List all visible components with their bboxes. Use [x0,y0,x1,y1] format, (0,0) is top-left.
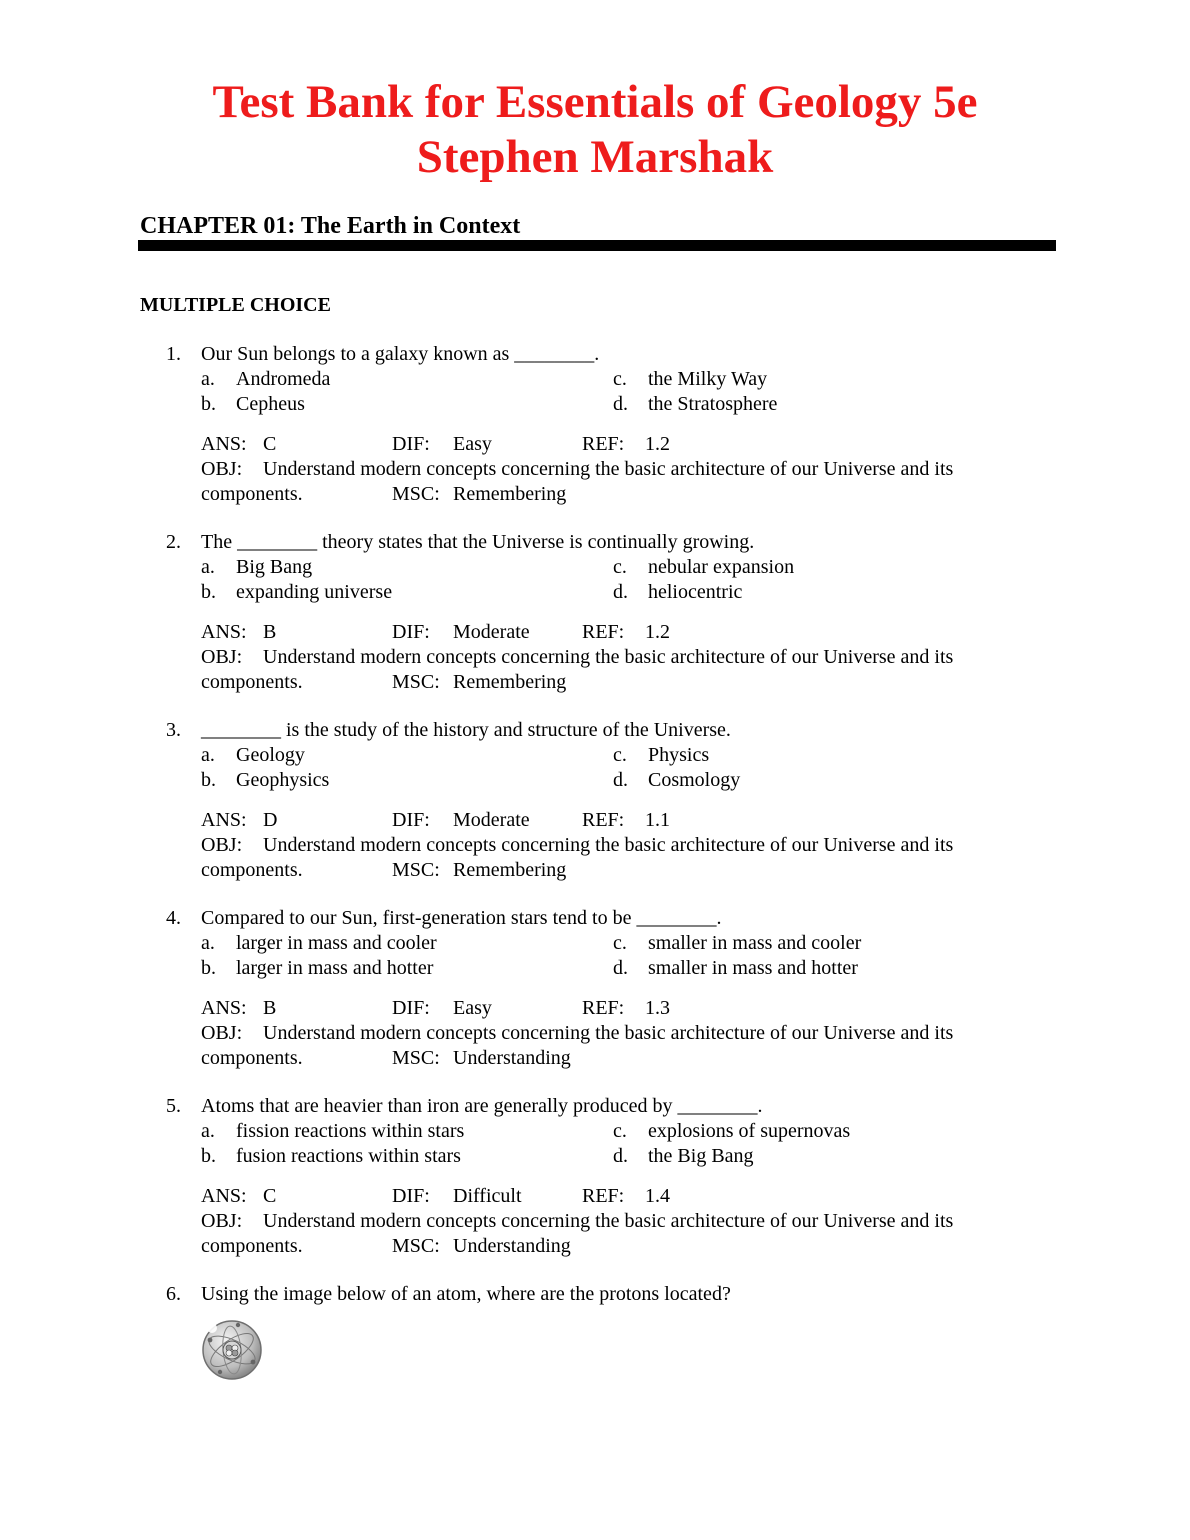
question-number: 6. [166,1283,181,1305]
ans-label: ANS: [201,997,247,1019]
question-stem: Atoms that are heavier than iron are generally produced by ________. [201,1095,763,1117]
ans-label: ANS: [201,809,247,831]
option-text: explosions of supernovas [648,1120,851,1142]
option-text: the Big Bang [648,1145,754,1167]
option-letter: a. [201,1120,215,1142]
section-heading: MULTIPLE CHOICE [140,294,331,316]
obj-value-continued: components. [201,859,303,881]
option-text: the Stratosphere [648,393,778,415]
dif-value: Moderate [453,621,530,643]
msc-label: MSC: [392,1235,440,1257]
option-letter: a. [201,744,215,766]
question-number: 4. [166,907,181,929]
obj-value: Understand modern concepts concerning the basic architecture of our Universe and its [263,1210,954,1232]
obj-label: OBJ: [201,646,243,668]
ref-value: 1.3 [645,997,670,1019]
ref-value: 1.2 [645,621,670,643]
option-letter: b. [201,393,216,415]
option-text: larger in mass and hotter [236,957,434,979]
atom-icon [198,1316,266,1382]
msc-label: MSC: [392,671,440,693]
option-text: fusion reactions within stars [236,1145,461,1167]
option-letter: c. [613,556,627,578]
option-text: Cepheus [236,393,305,415]
option-letter: b. [201,581,216,603]
obj-value-continued: components. [201,671,303,693]
ans-value: C [263,433,277,455]
obj-value-continued: components. [201,483,303,505]
ans-value: D [263,809,278,831]
obj-value-continued: components. [201,1235,303,1257]
ans-label: ANS: [201,433,247,455]
msc-value: Understanding [453,1047,571,1069]
dif-value: Difficult [453,1185,522,1207]
ref-label: REF: [582,621,625,643]
msc-label: MSC: [392,1047,440,1069]
option-text: Andromeda [236,368,331,390]
ref-label: REF: [582,1185,625,1207]
option-letter: b. [201,769,216,791]
question-number: 3. [166,719,181,741]
obj-label: OBJ: [201,1210,243,1232]
ans-label: ANS: [201,621,247,643]
ref-label: REF: [582,433,625,455]
chapter-heading: CHAPTER 01: The Earth in Context [140,213,521,239]
option-letter: b. [201,1145,216,1167]
question-stem: ________ is the study of the history and structure of the Universe. [201,719,731,741]
option-text: Geophysics [236,769,330,791]
obj-value-continued: components. [201,1047,303,1069]
ans-label: ANS: [201,1185,247,1207]
ans-value: B [263,997,277,1019]
msc-value: Remembering [453,859,567,881]
option-letter: c. [613,932,627,954]
ref-label: REF: [582,809,625,831]
option-letter: a. [201,932,215,954]
option-text: smaller in mass and cooler [648,932,862,954]
obj-value: Understand modern concepts concerning the basic architecture of our Universe and its [263,834,954,856]
option-letter: d. [613,1145,628,1167]
option-text: heliocentric [648,581,743,603]
ans-value: C [263,1185,277,1207]
msc-label: MSC: [392,483,440,505]
chapter-divider [138,240,1056,251]
msc-value: Remembering [453,483,567,505]
obj-label: OBJ: [201,458,243,480]
option-text: Physics [648,744,710,766]
ref-label: REF: [582,997,625,1019]
question-stem: Compared to our Sun, first-generation stars tend to be ________. [201,907,722,929]
question-stem: Our Sun belongs to a galaxy known as ________. [201,343,600,365]
option-letter: b. [201,957,216,979]
option-letter: c. [613,1120,627,1142]
option-text: Geology [236,744,305,766]
dif-value: Moderate [453,809,530,831]
question-number: 1. [166,343,181,365]
question-stem: Using the image below of an atom, where are the protons located? [201,1283,731,1305]
ref-value: 1.2 [645,433,670,455]
dif-label: DIF: [392,621,430,643]
question-number: 5. [166,1095,181,1117]
option-letter: d. [613,581,628,603]
obj-value: Understand modern concepts concerning the basic architecture of our Universe and its [263,458,954,480]
dif-label: DIF: [392,433,430,455]
option-text: the Milky Way [648,368,768,390]
dif-label: DIF: [392,1185,430,1207]
dif-label: DIF: [392,809,430,831]
ans-value: B [263,621,277,643]
option-letter: d. [613,393,628,415]
option-letter: c. [613,368,627,390]
option-letter: a. [201,556,215,578]
option-text: Cosmology [648,769,741,791]
msc-label: MSC: [392,859,440,881]
ref-value: 1.4 [645,1185,670,1207]
dif-value: Easy [453,997,492,1019]
option-letter: d. [613,769,628,791]
option-letter: c. [613,744,627,766]
document-author: Stephen Marshak [416,131,774,183]
obj-label: OBJ: [201,834,243,856]
obj-label: OBJ: [201,1022,243,1044]
question-stem: The ________ theory states that the Universe is continually growing. [201,531,755,553]
msc-value: Remembering [453,671,567,693]
dif-value: Easy [453,433,492,455]
option-text: fission reactions within stars [236,1120,465,1142]
question-number: 2. [166,531,181,553]
option-text: expanding universe [236,581,393,603]
option-text: Big Bang [236,556,313,578]
option-text: nebular expansion [648,556,795,578]
obj-value: Understand modern concepts concerning the basic architecture of our Universe and its [263,646,954,668]
obj-value: Understand modern concepts concerning the basic architecture of our Universe and its [263,1022,954,1044]
option-text: smaller in mass and hotter [648,957,858,979]
dif-label: DIF: [392,997,430,1019]
document-title: Test Bank for Essentials of Geology 5e [212,76,978,128]
ref-value: 1.1 [645,809,670,831]
msc-value: Understanding [453,1235,571,1257]
option-text: larger in mass and cooler [236,932,437,954]
option-letter: d. [613,957,628,979]
option-letter: a. [201,368,215,390]
